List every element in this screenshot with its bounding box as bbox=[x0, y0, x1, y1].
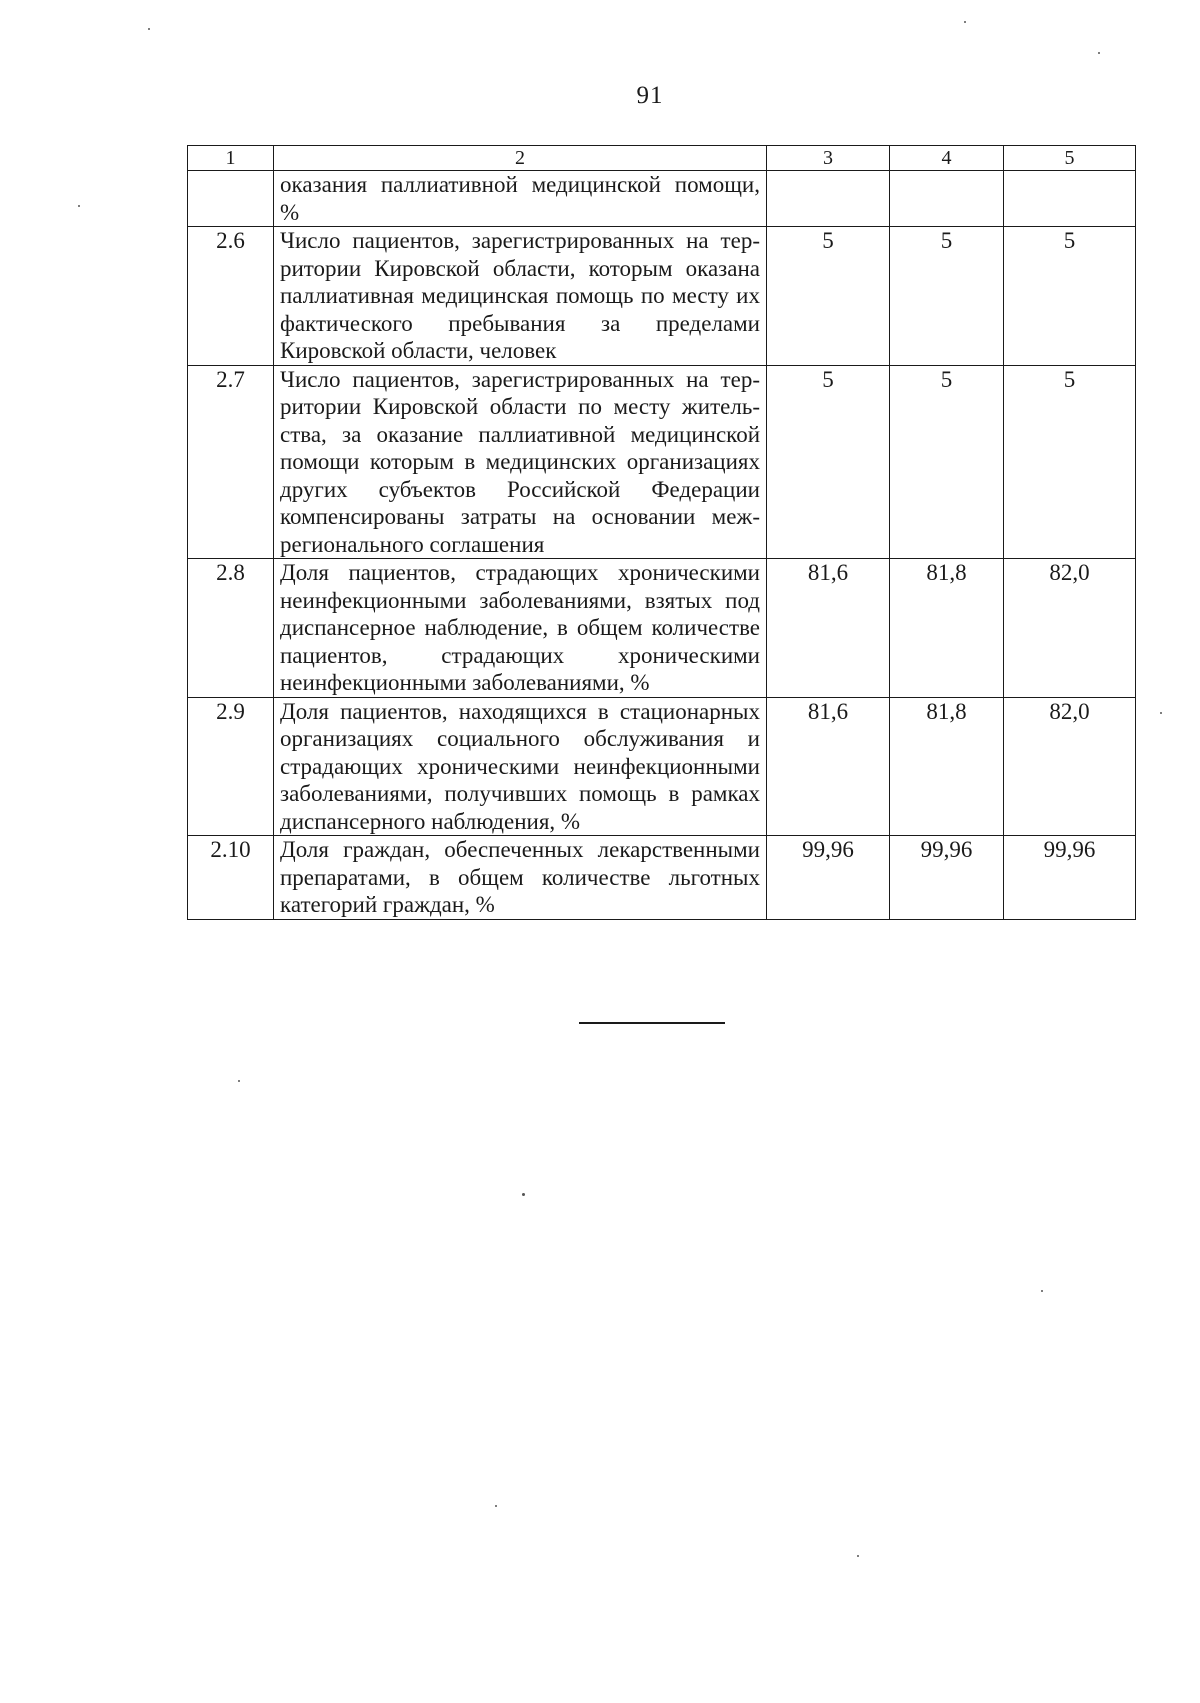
table-row bbox=[188, 697, 1136, 836]
row-number: 2.6 bbox=[188, 227, 274, 366]
value-col5: 82,0 bbox=[1004, 697, 1136, 836]
indicator-description: оказания паллиативной медицинской помощи, % bbox=[274, 171, 767, 227]
scan-speck bbox=[857, 1555, 859, 1557]
row-number bbox=[188, 171, 274, 227]
value-col3 bbox=[767, 171, 890, 227]
scan-speck bbox=[148, 28, 150, 30]
scan-speck bbox=[522, 1193, 525, 1196]
value-col3: 99,96 bbox=[767, 836, 890, 920]
table-row bbox=[188, 559, 1136, 698]
value-col5: 5 bbox=[1004, 365, 1136, 559]
scan-speck bbox=[964, 21, 966, 23]
scan-speck bbox=[1160, 712, 1162, 714]
value-col4: 5 bbox=[890, 227, 1004, 366]
value-col5: 82,0 bbox=[1004, 559, 1136, 698]
indicator-description: Число пациентов, зарегистрированных на территории Кировской области, которым оказана паллиативная медицинская помощь по месту их фактического пребывания за пределами Кировской области, человек bbox=[274, 227, 767, 366]
value-col3: 5 bbox=[767, 227, 890, 366]
indicator-description: Доля граждан, обеспеченных лекарственными препаратами, в общем количестве льготных категорий граждан, % bbox=[274, 836, 767, 920]
column-header: 2 bbox=[274, 146, 767, 171]
value-col4: 99,96 bbox=[890, 836, 1004, 920]
indicator-table bbox=[187, 145, 1136, 920]
value-col5: 5 bbox=[1004, 227, 1136, 366]
value-col5: 99,96 bbox=[1004, 836, 1136, 920]
value-col3: 81,6 bbox=[767, 559, 890, 698]
table-row bbox=[188, 365, 1136, 559]
row-number: 2.9 bbox=[188, 697, 274, 836]
scan-speck bbox=[495, 1505, 497, 1507]
end-of-document-rule bbox=[579, 1022, 725, 1024]
indicator-description: Число пациентов, зарегистрированных на территории Кировской области по месту жительства, за оказание паллиативной медицинской помощи которым в медицинских организациях других субъектов Российской Федерации компенсированы затраты на основании межрегионального соглашения bbox=[274, 365, 767, 559]
scan-speck bbox=[238, 1080, 240, 1082]
value-col3: 81,6 bbox=[767, 697, 890, 836]
table-header-row bbox=[188, 146, 1136, 171]
indicator-description: Доля пациентов, находящихся в стационарных организациях социального обслуживания и страдающих хроническими неинфекционными заболеваниями, получивших помощь в рамках диспансерного наблюдения, % bbox=[274, 697, 767, 836]
row-number: 2.7 bbox=[188, 365, 274, 559]
table-row bbox=[188, 227, 1136, 366]
scan-speck bbox=[78, 205, 80, 207]
page-number: 91 bbox=[636, 82, 664, 109]
value-col3: 5 bbox=[767, 365, 890, 559]
column-header: 3 bbox=[767, 146, 890, 171]
column-header: 1 bbox=[188, 146, 274, 171]
value-col4 bbox=[890, 171, 1004, 227]
value-col4: 81,8 bbox=[890, 697, 1004, 836]
column-header: 5 bbox=[1004, 146, 1136, 171]
table-row bbox=[188, 836, 1136, 920]
column-header: 4 bbox=[890, 146, 1004, 171]
value-col4: 81,8 bbox=[890, 559, 1004, 698]
value-col4: 5 bbox=[890, 365, 1004, 559]
table-row bbox=[188, 171, 1136, 227]
row-number: 2.8 bbox=[188, 559, 274, 698]
value-col5 bbox=[1004, 171, 1136, 227]
indicator-description: Доля пациентов, страдающих хроническими неинфекционными заболеваниями, взятых под диспансерное наблюдение, в общем количестве пациентов, страдающих хроническими неинфекционными заболеваниями, % bbox=[274, 559, 767, 698]
scan-speck bbox=[1041, 1290, 1043, 1292]
scan-speck bbox=[1098, 52, 1100, 54]
row-number: 2.10 bbox=[188, 836, 274, 920]
